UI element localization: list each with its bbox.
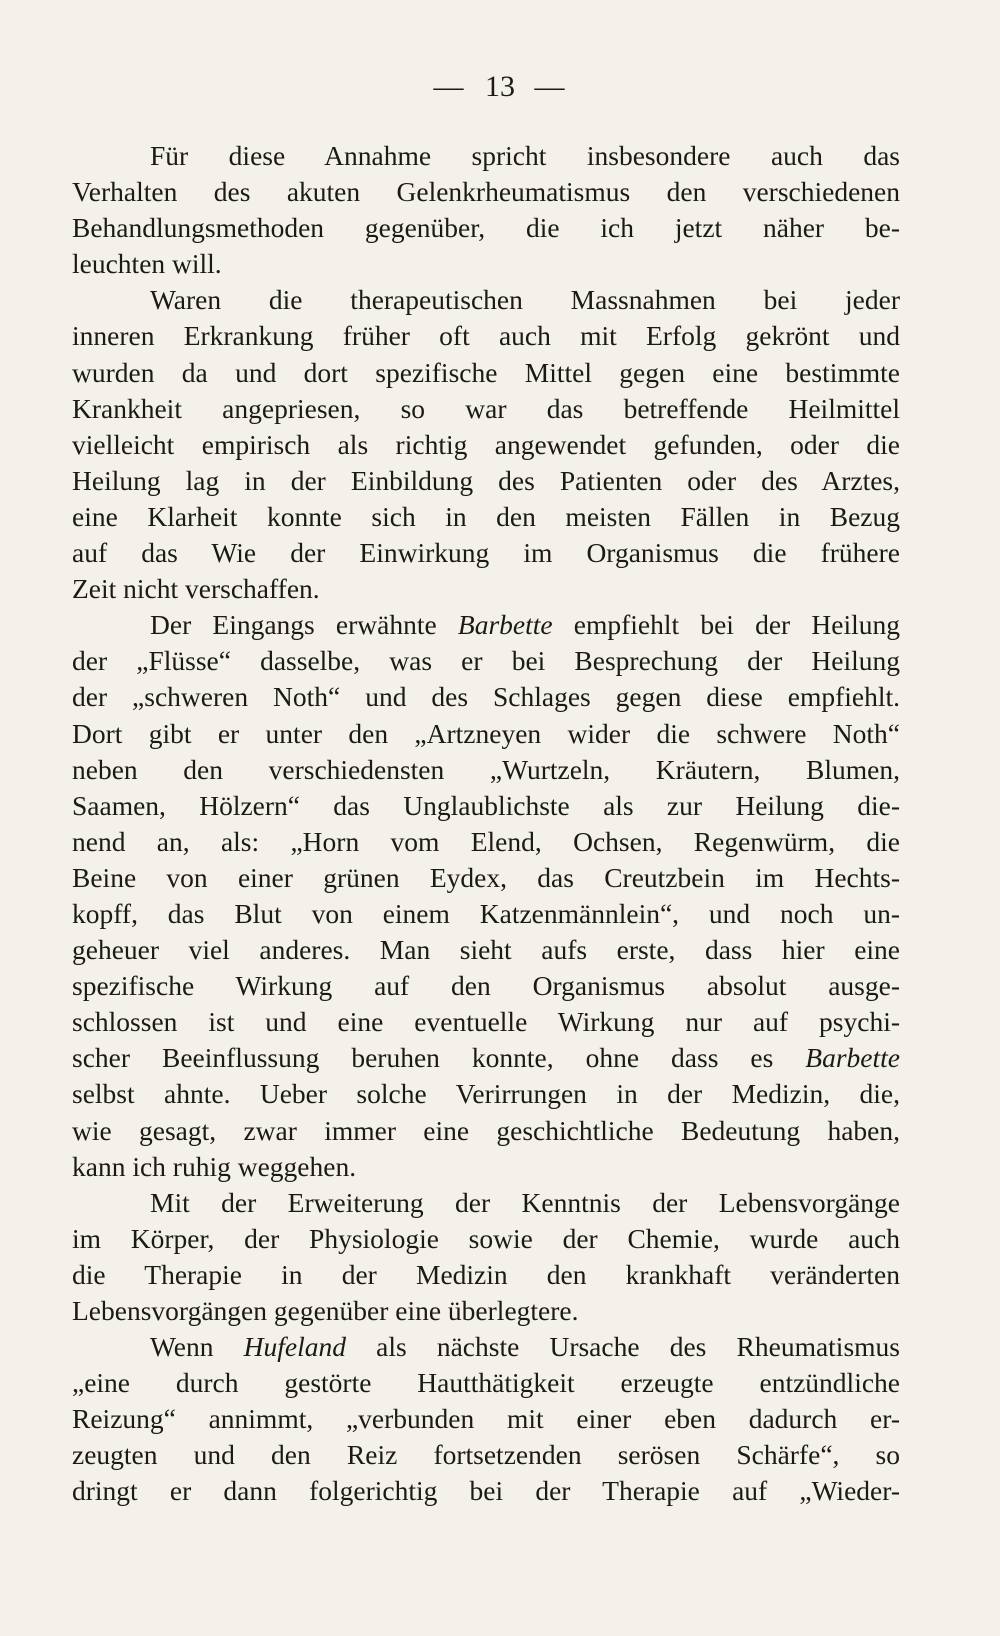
text-segment: Der Eingangs erwähnte bbox=[150, 609, 458, 641]
text-line: schlossen ist und eine eventuelle Wirkung nur auf psychi- bbox=[72, 1006, 900, 1038]
text-line: inneren Erkrankung früher oft auch mit Erfolg gekrönt und bbox=[72, 320, 900, 352]
text-line: die Therapie in der Medizin den krankhaft veränderten bbox=[72, 1258, 900, 1290]
text-line: im Körper, der Physiologie sowie der Chemie, wurde auch bbox=[72, 1222, 900, 1254]
text-segment: Wenn bbox=[150, 1331, 244, 1363]
text-line: wie gesagt, zwar immer eine geschichtliche Bedeutung haben, bbox=[72, 1114, 900, 1146]
text-line: eine Klarheit konnte sich in den meisten Fällen in Bezug bbox=[72, 500, 900, 532]
text-line: selbst ahnte. Ueber solche Verirrungen in der Medizin, die, bbox=[72, 1078, 900, 1110]
text-line: Lebensvorgängen gegenüber eine überlegtere. bbox=[72, 1295, 579, 1326]
text-line: Für diese Annahme spricht insbesondere auch das bbox=[150, 140, 900, 171]
text-line: auf das Wie der Einwirkung im Organismus die frühere bbox=[72, 537, 900, 569]
text-line: der „Flüsse“ dasselbe, was er bei Besprechung der Heilung bbox=[72, 645, 900, 677]
text-line: Behandlungsmethoden gegenüber, die ich jetzt näher be- bbox=[72, 212, 900, 244]
header-dash-left: — bbox=[433, 70, 466, 103]
text-line bbox=[72, 607, 900, 643]
header-dash-right: — bbox=[534, 70, 567, 103]
text-segment: scher Beeinflussung beruhen konnte, ohne dass es bbox=[72, 1042, 806, 1074]
author-name-italic: Barbette bbox=[805, 1042, 900, 1074]
text-segment: empfiehlt bei der Heilung bbox=[552, 609, 900, 641]
text-line bbox=[72, 1329, 900, 1365]
text-line: Beine von einer grünen Eydex, das Creutzbein im Hechts- bbox=[72, 861, 900, 893]
text-line: Zeit nicht verschaffen. bbox=[72, 573, 320, 605]
text-line: Saamen, Hölzern“ das Unglaublichste als zur Heilung die- bbox=[72, 789, 900, 821]
body-text bbox=[72, 138, 900, 1510]
page-number: 13 bbox=[485, 70, 515, 103]
text-line: Waren die therapeutischen Massnahmen bei jeder bbox=[150, 284, 900, 316]
text-line: zeugten und den Reiz fortsetzenden serösen Schärfe“, so bbox=[72, 1439, 900, 1471]
text-line: Verhalten des akuten Gelenkrheumatismus den verschiedenen bbox=[72, 176, 900, 208]
author-name-italic: Hufeland bbox=[243, 1331, 346, 1363]
text-line: Reizung“ annimmt, „verbunden mit einer eben dadurch er- bbox=[72, 1403, 900, 1435]
text-line: der „schweren Noth“ und des Schlages gegen diese empfiehlt. bbox=[72, 681, 900, 713]
text-line: Dort gibt er unter den „Artzneyen wider die schwere Noth“ bbox=[72, 717, 900, 749]
text-segment: als nächste Ursache des Rheumatismus bbox=[345, 1331, 900, 1363]
text-line: leuchten will. bbox=[72, 248, 222, 280]
text-line bbox=[72, 1040, 900, 1076]
text-line: spezifische Wirkung auf den Organismus absolut ausge- bbox=[72, 970, 900, 1002]
text-line: geheuer viel anderes. Man sieht aufs erste, dass hier eine bbox=[72, 934, 900, 966]
text-line: nend an, als: „Horn vom Elend, Ochsen, Regenwürm, die bbox=[72, 825, 900, 857]
text-line: Mit der Erweiterung der Kenntnis der Lebensvorgänge bbox=[150, 1186, 900, 1218]
text-line: Heilung lag in der Einbildung des Patienten oder des Arztes, bbox=[72, 464, 900, 496]
text-line: vielleicht empirisch als richtig angewendet gefunden, oder die bbox=[72, 428, 900, 460]
text-line: kann ich ruhig weggehen. bbox=[72, 1150, 357, 1182]
author-name-italic: Barbette bbox=[457, 609, 553, 641]
text-line: „eine durch gestörte Hautthätigkeit erzeugte entzündliche bbox=[72, 1367, 900, 1399]
text-line: dringt er dann folgerichtig bei der Therapie auf „Wieder- bbox=[72, 1475, 900, 1507]
text-line: kopff, das Blut von einem Katzenmännlein“, und noch un- bbox=[72, 897, 900, 929]
text-line: wurden da und dort spezifische Mittel gegen eine bestimmte bbox=[72, 356, 900, 388]
text-line: Krankheit angepriesen, so war das betreffende Heilmittel bbox=[72, 392, 900, 424]
text-line: neben den verschiedensten „Wurtzeln, Kräutern, Blumen, bbox=[72, 753, 900, 785]
page-header bbox=[0, 70, 1000, 104]
